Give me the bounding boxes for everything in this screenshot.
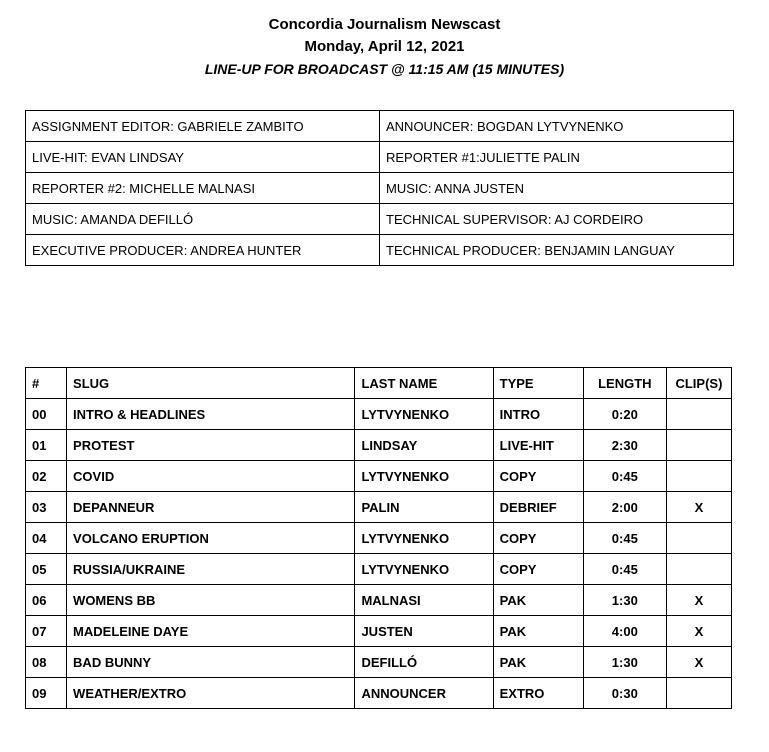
table-row xyxy=(26,678,732,709)
cell-number: 02 xyxy=(26,461,67,492)
cell-length: 4:00 xyxy=(583,616,666,647)
table-row xyxy=(26,647,732,678)
cell-last-name: LINDSAY xyxy=(355,430,493,461)
crew-cell-right: TECHNICAL SUPERVISOR: AJ CORDEIRO xyxy=(380,204,734,235)
cell-type: COPY xyxy=(493,554,583,585)
cell-type: PAK xyxy=(493,647,583,678)
column-header-slug: SLUG xyxy=(67,368,355,399)
cell-number: 09 xyxy=(26,678,67,709)
cell-length: 1:30 xyxy=(583,585,666,616)
crew-cell-left: ASSIGNMENT EDITOR: GABRIELE ZAMBITO xyxy=(26,111,380,142)
crew-cell-left: MUSIC: AMANDA DEFILLÓ xyxy=(26,204,380,235)
column-header-number: # xyxy=(26,368,67,399)
column-header-last-name: LAST NAME xyxy=(355,368,493,399)
cell-type: COPY xyxy=(493,461,583,492)
cell-length: 0:30 xyxy=(583,678,666,709)
table-row xyxy=(26,492,732,523)
cell-slug: PROTEST xyxy=(67,430,355,461)
table-row xyxy=(26,399,732,430)
column-header-clips: CLIP(S) xyxy=(666,368,731,399)
crew-cell-left: EXECUTIVE PRODUCER: ANDREA HUNTER xyxy=(26,235,380,266)
cell-last-name: LYTVYNENKO xyxy=(355,399,493,430)
crew-row xyxy=(26,173,734,204)
cell-length: 0:45 xyxy=(583,523,666,554)
cell-type: DEBRIEF xyxy=(493,492,583,523)
cell-length: 2:00 xyxy=(583,492,666,523)
cell-length: 0:20 xyxy=(583,399,666,430)
crew-cell-right: ANNOUNCER: BOGDAN LYTVYNENKO xyxy=(380,111,734,142)
cell-number: 03 xyxy=(26,492,67,523)
cell-number: 04 xyxy=(26,523,67,554)
column-header-type: TYPE xyxy=(493,368,583,399)
crew-cell-right: TECHNICAL PRODUCER: BENJAMIN LANGUAY xyxy=(380,235,734,266)
document-subtitle: LINE-UP FOR BROADCAST @ 11:15 AM (15 MINUTES) xyxy=(204,61,565,77)
crew-cell-left: REPORTER #2: MICHELLE MALNASI xyxy=(26,173,380,204)
crew-cell-right: MUSIC: ANNA JUSTEN xyxy=(380,173,734,204)
cell-slug: WOMENS BB xyxy=(67,585,355,616)
cell-slug: MADELEINE DAYE xyxy=(67,616,355,647)
crew-row xyxy=(26,142,734,173)
crew-row xyxy=(26,204,734,235)
cell-type: INTRO xyxy=(493,399,583,430)
cell-last-name: LYTVYNENKO xyxy=(355,461,493,492)
document-title: Concordia Journalism Newscast xyxy=(268,16,501,33)
cell-clips xyxy=(666,430,731,461)
cell-clips xyxy=(666,461,731,492)
column-header-length: LENGTH xyxy=(583,368,666,399)
cell-last-name: DEFILLÓ xyxy=(355,647,493,678)
crew-row xyxy=(26,235,734,266)
document-header xyxy=(0,14,769,80)
cell-slug: COVID xyxy=(67,461,355,492)
cell-number: 06 xyxy=(26,585,67,616)
cell-clips xyxy=(666,399,731,430)
cell-last-name: JUSTEN xyxy=(355,616,493,647)
cell-type: EXTRO xyxy=(493,678,583,709)
table-row xyxy=(26,461,732,492)
cell-slug: DEPANNEUR xyxy=(67,492,355,523)
cell-slug: BAD BUNNY xyxy=(67,647,355,678)
cell-type: PAK xyxy=(493,616,583,647)
cell-slug: WEATHER/EXTRO xyxy=(67,678,355,709)
cell-number: 00 xyxy=(26,399,67,430)
table-row xyxy=(26,554,732,585)
cell-length: 2:30 xyxy=(583,430,666,461)
cell-clips: X xyxy=(666,616,731,647)
cell-number: 05 xyxy=(26,554,67,585)
crew-row xyxy=(26,111,734,142)
rundown-header-row xyxy=(26,368,732,399)
table-row xyxy=(26,616,732,647)
crew-cell-left: LIVE-HIT: EVAN LINDSAY xyxy=(26,142,380,173)
cell-last-name: MALNASI xyxy=(355,585,493,616)
cell-length: 0:45 xyxy=(583,461,666,492)
cell-slug: INTRO & HEADLINES xyxy=(67,399,355,430)
cell-number: 01 xyxy=(26,430,67,461)
cell-length: 0:45 xyxy=(583,554,666,585)
cell-length: 1:30 xyxy=(583,647,666,678)
document-date: Monday, April 12, 2021 xyxy=(304,38,465,55)
crew-cell-right: REPORTER #1:JULIETTE PALIN xyxy=(380,142,734,173)
cell-clips xyxy=(666,554,731,585)
crew-table xyxy=(25,110,734,266)
cell-slug: VOLCANO ERUPTION xyxy=(67,523,355,554)
cell-type: COPY xyxy=(493,523,583,554)
table-row xyxy=(26,523,732,554)
cell-number: 07 xyxy=(26,616,67,647)
cell-clips xyxy=(666,678,731,709)
cell-clips: X xyxy=(666,492,731,523)
table-row xyxy=(26,585,732,616)
cell-slug: RUSSIA/UKRAINE xyxy=(67,554,355,585)
cell-last-name: ANNOUNCER xyxy=(355,678,493,709)
cell-last-name: LYTVYNENKO xyxy=(355,523,493,554)
cell-number: 08 xyxy=(26,647,67,678)
cell-clips: X xyxy=(666,647,731,678)
rundown-table xyxy=(25,367,732,709)
cell-clips xyxy=(666,523,731,554)
cell-type: PAK xyxy=(493,585,583,616)
cell-last-name: LYTVYNENKO xyxy=(355,554,493,585)
cell-last-name: PALIN xyxy=(355,492,493,523)
cell-type: LIVE-HIT xyxy=(493,430,583,461)
cell-clips: X xyxy=(666,585,731,616)
table-row xyxy=(26,430,732,461)
